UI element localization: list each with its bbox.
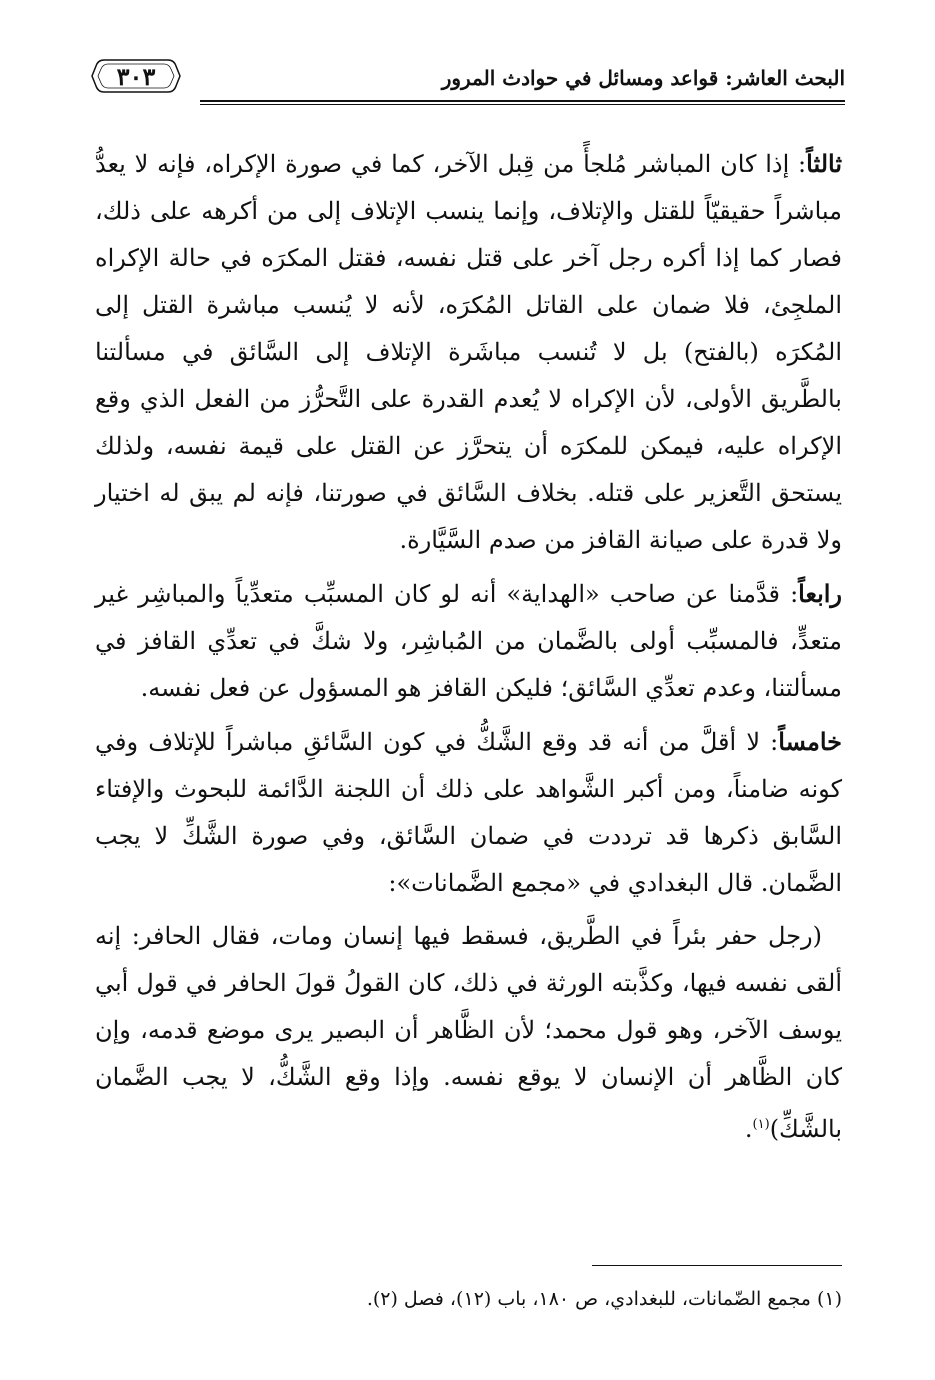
paragraph-third xyxy=(95,140,842,564)
paragraph-body: : لا أقلَّ من أنه قد وقع الشَّكُّ في كون السَّائقِ مباشراً للإتلاف وفي كونه ضامناً، ومن أكبر الشَّواهد على ذلك أن اللجنة الدَّائمة للبحوث والإفتاء السَّابق ذكرها قد ترددت في ضمان السَّائق، وفي صورة الشَّكِّ لا يجب الضَّمان. قال البغدادي في «مجمع الضَّمانات»: xyxy=(95,728,842,897)
footnote-separator xyxy=(592,1265,842,1266)
header-rule-thin xyxy=(200,104,845,105)
quotation-text: (رجل حفر بئراً في الطَّريق، فسقط فيها إنسان ومات، فقال الحافر: إنه ألقى نفسه فيها، وكذَّبته الورثة في ذلك، كان القولُ قولَ الحافر في قول أبي يوسف الآخر، وهو قول محمد؛ لأن الظَّاهر أن البصير يرى موضع قدمه، وإن كان الظَّاهر أن الإنسان لا يوقع نفسه. وإذا وقع الشَّكُّ، لا يجب الضَّمان بالشَّكِّ) xyxy=(95,922,842,1143)
paragraph-fifth xyxy=(95,718,842,907)
page-header xyxy=(90,56,845,106)
main-text xyxy=(95,140,842,1153)
page-number-frame xyxy=(90,56,182,96)
footnote-marker: (١) xyxy=(752,1117,770,1132)
paragraph-fourth xyxy=(95,570,842,712)
paragraph-body: : قدَّمنا عن صاحب «الهداية» أنه لو كان المسبِّب متعدِّياً والمباشِر غير متعدٍّ، فالمسبِّب أولى بالضَّمان من المُباشِر، ولا شكَّ في تعدِّي القافز في مسألتنا، وعدم تعدِّي السَّائق؛ فليكن القافز هو المسؤول عن فعل نفسه. xyxy=(95,580,842,702)
page-number: ٣٠٣ xyxy=(116,62,156,91)
quotation-end: . xyxy=(744,1115,753,1143)
footnote: (١) مجمع الضّمانات، للبغدادي، ص ١٨٠، باب (١٢)، فصل (٢). xyxy=(366,1288,842,1310)
paragraph-body: : إذا كان المباشر مُلجأً من قِبل الآخر، كما في صورة الإكراه، فإنه لا يعدُّ مباشراً حقيقيّاً للقتل والإتلاف، وإنما ينسب الإتلاف إلى من أكرهه على ذلك، فصار كما إذا أكره رجل آخر على قتل نفسه، فقتل المكرَه في حالة الإكراه الملجِئ، فلا ضمان على القاتل المُكرَه، لأنه لا يُنسب مباشرة القتل إلى المُكرَه (بالفتح) بل لا تُنسب مباشَرة الإتلاف إلى السَّائق في مسألتنا بالطَّريق الأولى، لأن الإكراه لا يُعدم القدرة على التَّحرُّز من الفعل الذي وقع الإكراه عليه، فيمكن للمكرَه أن يتحرَّز عن القتل على قيمة نفسه، ولذلك يستحق التَّعزير على قتله. بخلاف السَّائق في صورتنا، فإنه لم يبق له اختيار ولا قدرة على صيانة القافز من صدم السَّيَّارة. xyxy=(95,150,842,554)
paragraph-lead: خامساً xyxy=(778,727,842,756)
paragraph-lead: ثالثاً xyxy=(806,149,842,178)
paragraph-lead: رابعاً xyxy=(798,579,842,608)
running-title: البحث العاشر: قواعد ومسائل في حوادث المرور xyxy=(441,66,845,90)
header-rule xyxy=(200,100,845,102)
quotation xyxy=(95,913,842,1153)
